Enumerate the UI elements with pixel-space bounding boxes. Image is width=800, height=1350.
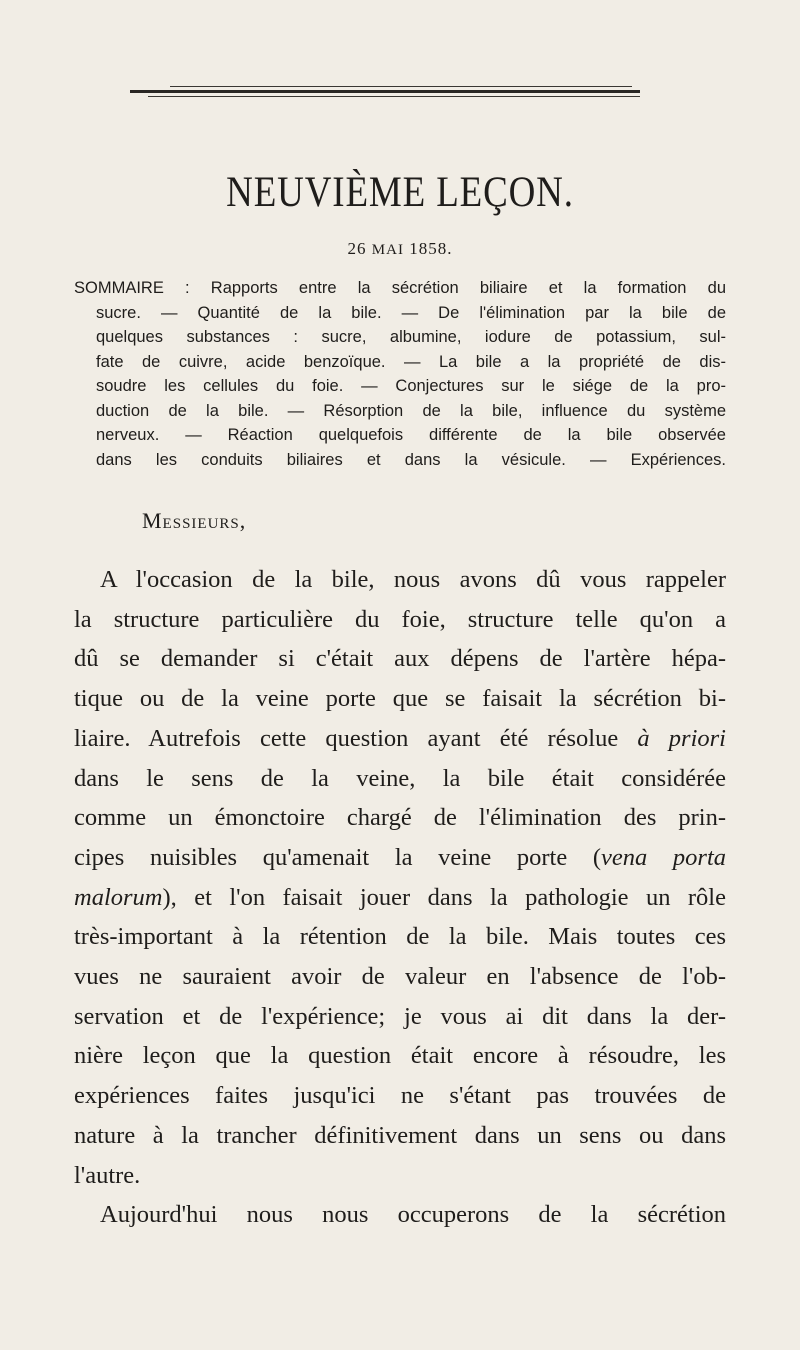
thick-rule — [130, 90, 640, 93]
summary-line: dans les conduits biliaires et dans la vésicule. — Expériences. — [96, 450, 726, 469]
body-line: A l'occasion de la bile, nous avons dû vous rappeler — [100, 566, 726, 593]
body-text-run: liaire. Autrefois cette question ayant été résolue — [74, 724, 638, 752]
body-line — [74, 719, 726, 759]
body-text — [74, 560, 726, 1235]
date-month: MAI — [371, 242, 404, 258]
body-line: dû se demander si c'était aux dépens de l'artère hépa- — [74, 645, 726, 673]
body-line: dans le sens de la veine, la bile était considérée — [74, 764, 726, 792]
body-text-run: ), et l'on faisait jouer dans la pathologie un rôle — [162, 883, 726, 911]
body-line — [74, 878, 726, 918]
summary-block — [74, 276, 726, 472]
body-line: vues ne sauraient avoir de valeur en l'absence de l'ob- — [74, 963, 726, 991]
body-line: comme un émonctoire chargé de l'élimination des prin- — [74, 804, 726, 832]
lesson-date — [0, 239, 800, 259]
salutation: Messieurs, — [142, 508, 247, 533]
date-year: 1858. — [409, 239, 453, 258]
body-line: tique ou de la veine porte que se faisait la sécrétion bi- — [74, 685, 726, 713]
header-ornament-rule — [130, 86, 640, 97]
summary-line: SOMMAIRE : Rapports entre la sécrétion biliaire et la formation du — [74, 279, 726, 297]
summary-line: fate de cuivre, acide benzoïque. — La bile a la propriété de dis- — [96, 352, 726, 371]
body-line: l'autre. — [74, 1161, 141, 1189]
italic-term: à priori — [637, 724, 726, 752]
summary-line: quelques substances : sucre, albumine, iodure de potassium, sul- — [96, 328, 726, 346]
date-day: 26 — [347, 239, 367, 258]
body-line: très-important à la rétention de la bile. Mais toutes ces — [74, 923, 726, 951]
lesson-title: NEUVIÈME LEÇON. — [226, 169, 574, 216]
body-line: la structure particulière du foie, structure telle qu'on a — [74, 605, 726, 633]
thin-rule — [170, 86, 632, 87]
body-line: nière leçon que la question était encore à résoudre, les — [74, 1042, 726, 1070]
summary-line: soudre les cellules du foie. — Conjectures sur le siége de la pro- — [96, 377, 726, 395]
body-line: expériences faites jusqu'ici ne s'étant pas trouvées de — [74, 1082, 726, 1110]
body-line — [74, 838, 726, 878]
summary-line: nerveux. — Réaction quelquefois différente de la bile observée — [96, 426, 726, 444]
summary-line: duction de la bile. — Résorption de la bile, influence du système — [96, 401, 726, 420]
thin-rule — [148, 96, 640, 97]
body-line: nature à la trancher définitivement dans un sens ou dans — [74, 1121, 726, 1149]
summary-line: sucre. — Quantité de la bile. — De l'élimination par la bile de — [96, 303, 726, 322]
italic-term: malorum — [74, 883, 163, 911]
body-line: Aujourd'hui nous nous occuperons de la sécrétion — [100, 1201, 726, 1229]
body-text-run: cipes nuisibles qu'amenait la veine porte ( — [74, 843, 602, 871]
italic-term: vena porta — [601, 843, 726, 871]
body-line: servation et de l'expérience; je vous ai dit dans la der- — [74, 1002, 726, 1030]
